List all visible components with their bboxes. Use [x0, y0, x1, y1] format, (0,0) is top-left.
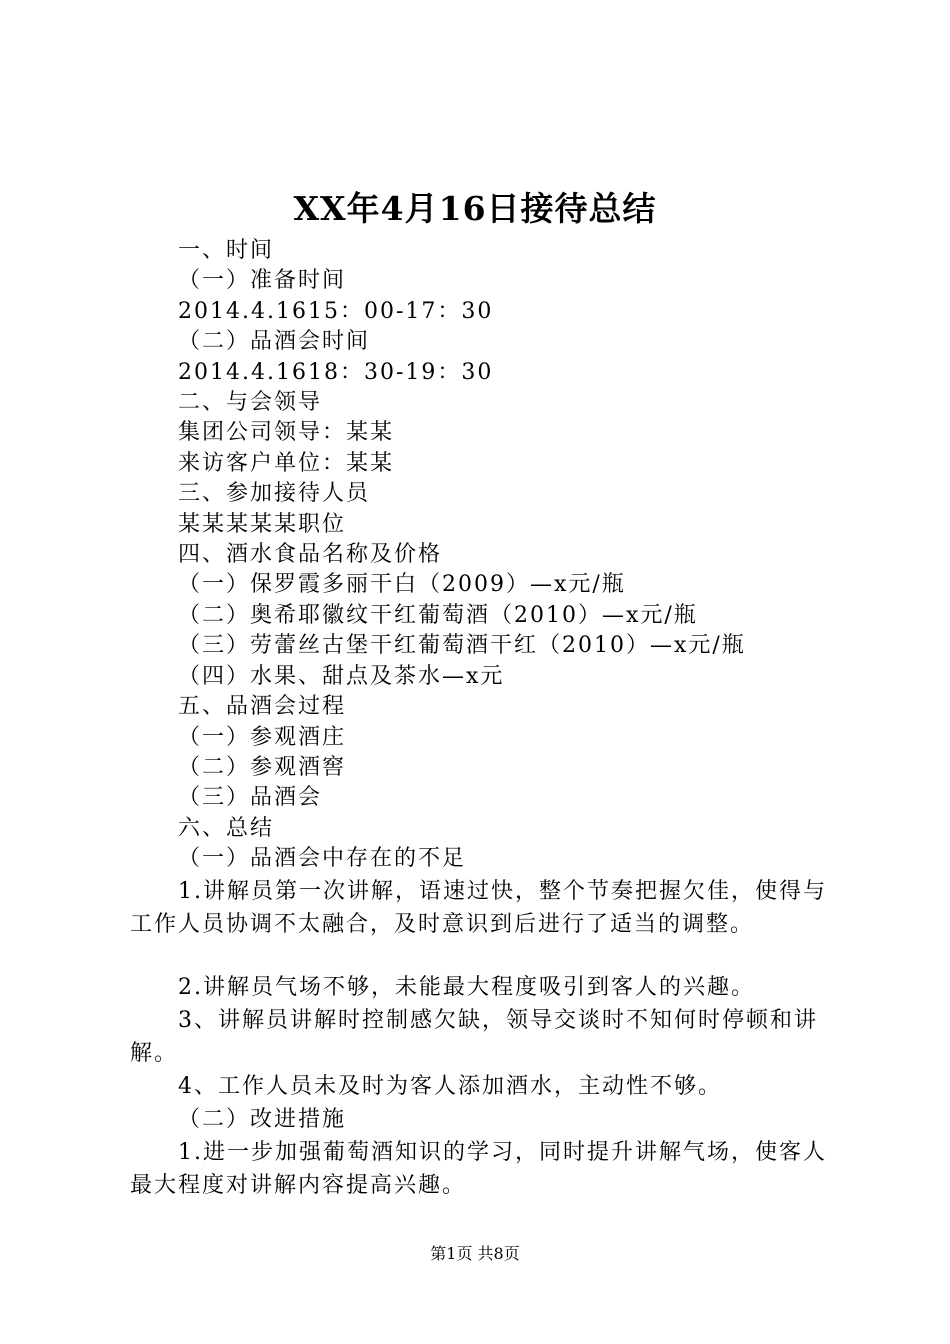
blank-line: [130, 941, 850, 971]
staff-line: 某某某某某职位: [178, 511, 347, 537]
visiting-unit-line: 来访客户单位：某某: [178, 450, 395, 476]
menu-item: （四）水果、甜点及茶水—x元: [178, 663, 505, 689]
document-body: [130, 236, 850, 1202]
process-item: （一）参观酒庄: [178, 724, 347, 750]
subsection-prep-time: （一）准备时间: [178, 268, 347, 294]
tasting-time-value: 2014.4.1618：30-19：30: [178, 359, 494, 385]
menu-item: （二）奥希耶徽纹干红葡萄酒（2010）—x元/瓶: [178, 602, 698, 628]
group-leader-line: 集团公司领导：某某: [178, 420, 395, 446]
subsection-tasting-time: （二）品酒会时间: [178, 329, 371, 355]
shortcoming-paragraph: 1.讲解员第一次讲解，语速过快，整个节奏把握欠佳，使得与工作人员协调不太融合，及时意识到后进行了适当的调整。: [130, 878, 827, 937]
document-title: XX年4月16日接待总结: [293, 189, 657, 228]
subsection-shortcomings: （一）品酒会中存在的不足: [178, 846, 467, 872]
shortcoming-paragraph: 2.讲解员气场不够，未能最大程度吸引到客人的兴趣。: [178, 974, 755, 1000]
process-item: （三）品酒会: [178, 785, 323, 811]
section-heading-staff: 三、参加接待人员: [178, 481, 371, 507]
page-indicator: 第1页 共8页: [430, 1244, 520, 1263]
section-heading-summary: 六、总结: [178, 815, 275, 841]
prep-time-value: 2014.4.1615：00-17：30: [178, 298, 494, 324]
section-heading-time: 一、时间: [178, 238, 275, 263]
section-heading-menu: 四、酒水食品名称及价格: [178, 542, 443, 568]
process-item: （二）参观酒窖: [178, 754, 347, 780]
shortcoming-paragraph: 4、工作人员未及时为客人添加酒水，主动性不够。: [178, 1073, 722, 1099]
menu-item: （三）劳蕾丝古堡干红葡萄酒干红（2010）—x元/瓶: [178, 633, 746, 659]
menu-item: （一）保罗霞多丽干白（2009）—x元/瓶: [178, 572, 626, 598]
section-heading-process: 五、品酒会过程: [178, 694, 347, 720]
subsection-improvements: （二）改进措施: [178, 1106, 347, 1132]
improvement-paragraph: 1.进一步加强葡萄酒知识的学习，同时提升讲解气场，使客人最大程度对讲解内容提高兴趣。: [130, 1139, 827, 1198]
section-heading-leaders: 二、与会领导: [178, 390, 323, 416]
shortcoming-paragraph: 3、讲解员讲解时控制感欠缺，领导交谈时不知何时停顿和讲解。: [130, 1007, 818, 1066]
